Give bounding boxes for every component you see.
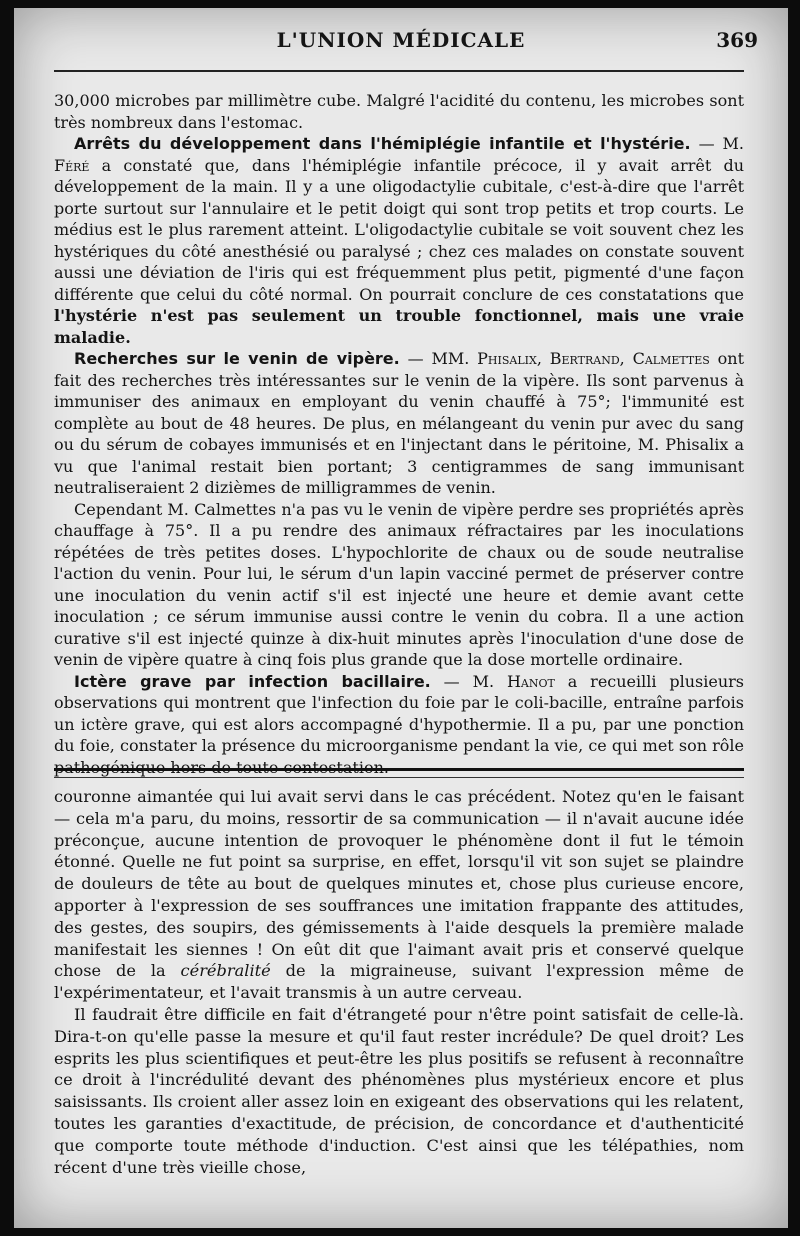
upper-column bbox=[54, 90, 744, 778]
section-ictere bbox=[54, 671, 744, 779]
honorific: MM. bbox=[431, 349, 478, 368]
dash: — bbox=[430, 671, 473, 691]
page-number: 369 bbox=[716, 28, 758, 52]
text-run: couronne aimantée qui lui avait servi dans le cas précédent. Notez qu'en le faisant — cela m'a paru, du moins, ressortir de sa communication — il n'avait aucune idée préconçue, aucune intention de provoquer le phénomène dont il fut le témoin étonné. Quelle ne fut point sa surprise, en effet, lorsqu'il vit son sujet se plaindre de douleurs de tête au bout de quelques minutes et, chose plus curieuse encore, apporter à l'expression de ses souffrances une imitation frappante des attitudes, des gestes, des soupirs, des gémissements à l'aide desquels la première malade manifestait les siennes ! On eût dit que l'aimant avait pris et conservé quelque chose de la bbox=[54, 787, 744, 981]
emphasis: cérébralité bbox=[180, 961, 271, 981]
section-conclusion: l'hystérie n'est pas seulement un trouble fonctionnel, mais une vraie maladie. bbox=[54, 306, 744, 347]
feuilleton-separator bbox=[54, 768, 744, 778]
paragraph: Il faudrait être difficile en fait d'étrangeté pour n'être point satisfait de celle-là. Dira-t-on qu'elle passe la mesure et qu'il faut rester incrédule? De quel droit? Les esprits les plus scientifiques et peut-être les plus positifs se refusent à reconnaître ce droit à l'incrédulité devant des phénomènes plus mystérieux encore et plus saisissants. Ils croient aller assez loin en exigeant des observations qui les relatent, toutes les garanties d'exactitude, de précision, de concordance et d'authenticité que comporte toute méthode d'induction. C'est ainsi que les télépathies, nom récent d'une très vieille chose, bbox=[54, 1004, 744, 1177]
author-name: M. Féré bbox=[54, 134, 745, 175]
dash: — bbox=[399, 349, 432, 368]
running-header bbox=[14, 28, 788, 58]
feuilleton-column bbox=[54, 786, 744, 1178]
text-run: de la migraineuse, suivant l'expression même de l'expérimentateur, et l'avait transmis à un autre cerveau. bbox=[54, 961, 744, 1003]
section-text: a recueilli plusieurs observations qui montrent que l'infection du foie par le coli-bacille, entraîne parfois un ictère grave, qui est alors accompagné d'hypothermie. Il a pu, par une ponction du foie, constater la présence du microorganisme pendant la vie, ce qui met son rôle pathogénique hors de toute contestation. bbox=[54, 671, 745, 777]
paragraph: Cependant M. Calmettes n'a pas vu le venin de vipère perdre ses propriétés après chauffage à 75°. Il a pu rendre des animaux réfractaires par les inoculations répétées de très petites doses. L'hypochlorite de chaux ou de soude neutralise l'action du venin. Pour lui, le sérum d'un lapin vacciné permet de préserver contre une inoculation du venin actif s'il est injecté une heure et demie avant cette inoculation ; ce sérum immunise aussi contre le venin du cobra. Il a une action curative s'il est injecté quinze à dix-huit minutes après l'inoculation d'une dose de venin de vipère quatre à cinq fois plus grande que la dose mortelle ordinaire. bbox=[54, 499, 744, 669]
journal-title: L'UNION MÉDICALE bbox=[276, 28, 526, 52]
section-text: ont fait des recherches très intéressantes sur le venin de la vipère. Ils sont parvenus à immuniser des animaux en employant du venin chauffé à 75°; l'immunité est complète au bout de 48 heures. De plus, en mélangeant du venin pur avec du sang ou du sérum de cobayes immunisés et en l'injectant dans le péritoine, M. Phisalix a vu que l'animal restait bien portant; 3 centigrammes de sang immunisant neutraliseraient 2 dizièmes de milligrammes de venin. bbox=[54, 349, 745, 497]
header-rule bbox=[54, 70, 744, 72]
section-venin bbox=[54, 348, 744, 499]
author-names: Phisalix, Bertrand, Calmettes bbox=[477, 349, 710, 368]
author-name: M. Hanot bbox=[472, 671, 555, 691]
section-text: a constaté que, dans l'hémiplégie infantile précoce, il y avait arrêt du développement de la main. Il y a une oligodactylie cubitale, c'est-à-dire que l'arrêt porte surtout sur l'annulaire et le petit doigt qui sont trop petits et trop courts. Le médius est le plus rarement atteint. L'oligodactylie cubitale se voit souvent chez les hystériques du côté anesthésié ou paralysé ; chez ces malades on constate souvent aussi une déviation de l'iris qui est fréquemment plus petit, pigmenté d'une façon différente que celui du côté normal. On pourrait conclure de ces constatations que bbox=[54, 155, 744, 304]
section-feré bbox=[54, 133, 744, 348]
paragraph bbox=[54, 786, 744, 1004]
dash: — bbox=[690, 134, 723, 153]
section-title: Recherches sur le venin de vipère. bbox=[74, 349, 400, 368]
section-title: Arrêts du développement dans l'hémiplégie infantile et l'hystérie. bbox=[74, 134, 691, 153]
paragraph: 30,000 microbes par millimètre cube. Malgré l'acidité du contenu, les microbes sont très nombreux dans l'estomac. bbox=[54, 91, 744, 132]
page bbox=[14, 8, 788, 1228]
section-title: Ictère grave par infection bacillaire. bbox=[74, 671, 431, 691]
